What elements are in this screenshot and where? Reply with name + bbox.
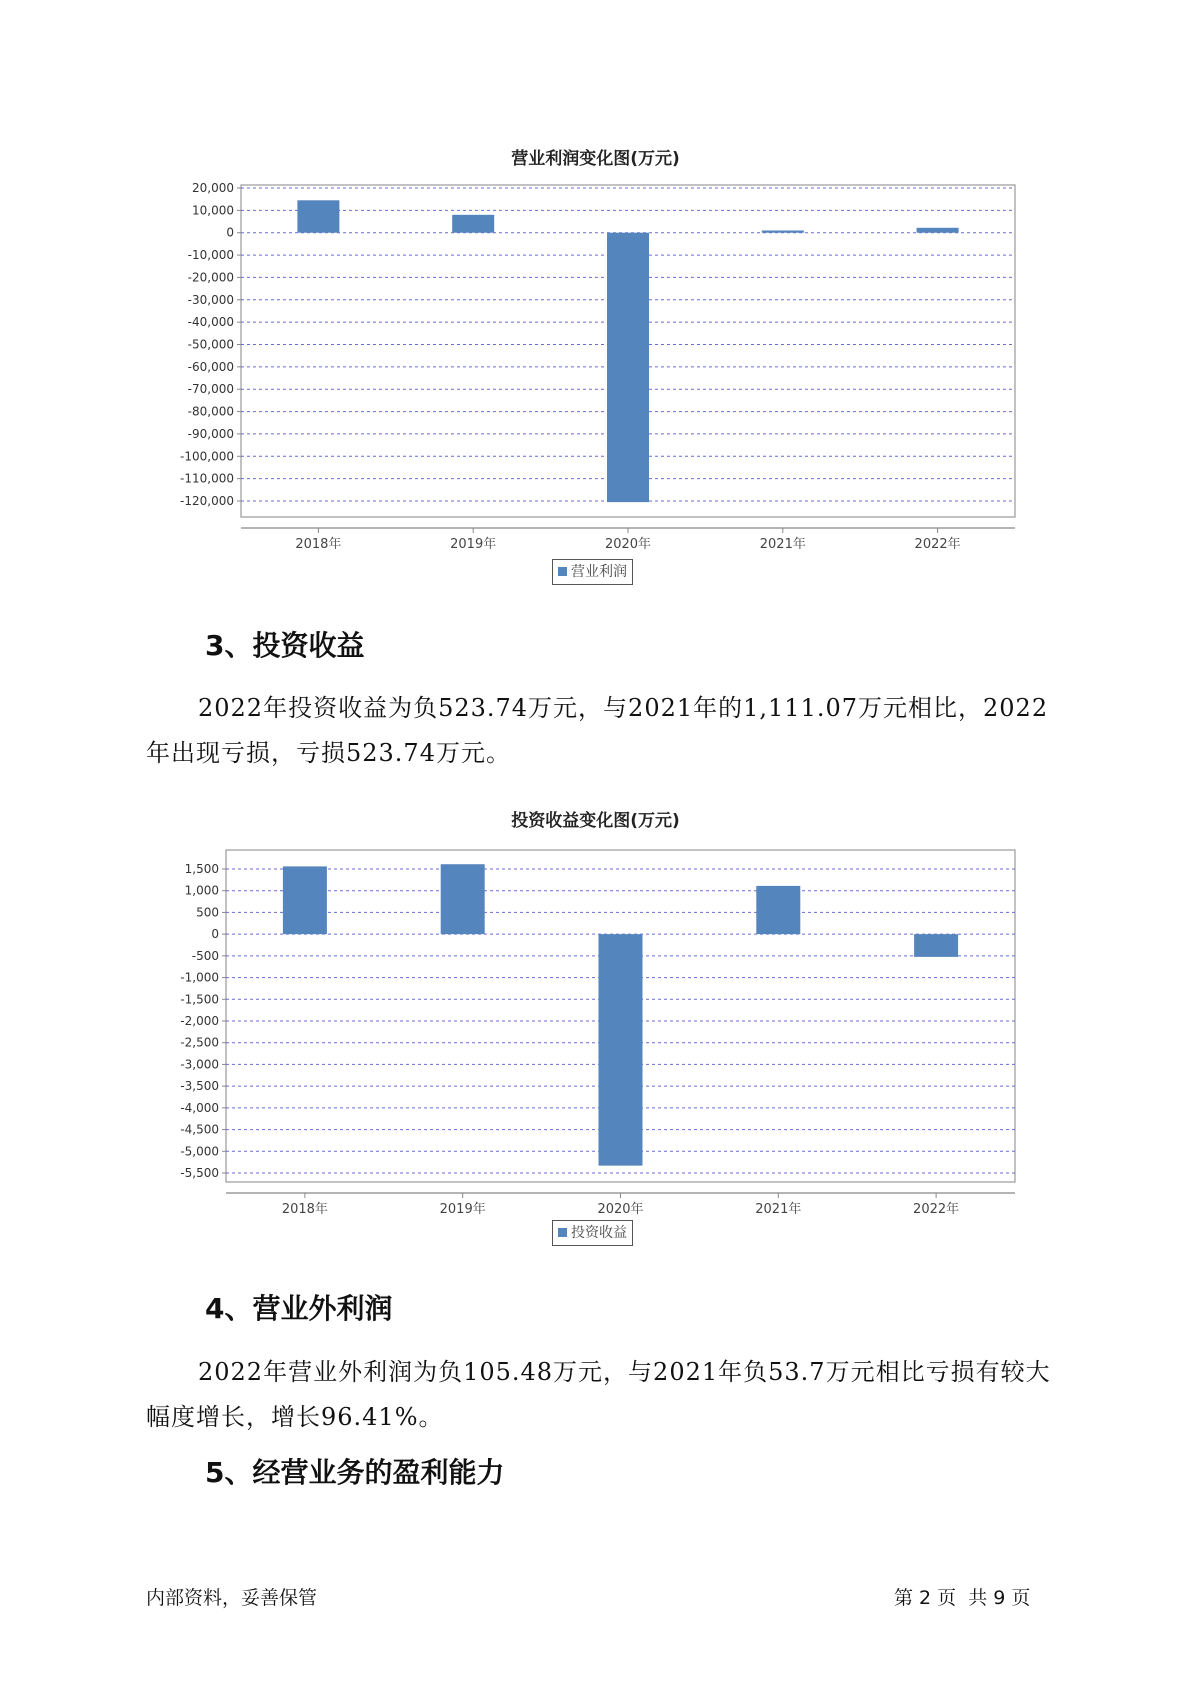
y-tick-label: -3,500 — [180, 1079, 219, 1094]
y-tick-label: -60,000 — [187, 359, 234, 374]
y-tick-label: -4,500 — [180, 1122, 219, 1137]
x-tick-label: 2021年 — [755, 1202, 802, 1217]
y-tick-label: 500 — [196, 905, 219, 920]
y-tick-label: -110,000 — [180, 471, 234, 486]
chart1-legend-label: 营业利润 — [571, 564, 627, 580]
section-4-paragraph — [146, 1350, 1071, 1440]
x-tick-label: 2021年 — [759, 537, 806, 552]
y-tick-label: -5,500 — [180, 1166, 219, 1180]
y-tick-label: -2,500 — [180, 1035, 219, 1050]
x-tick-label: 2020年 — [597, 1202, 644, 1217]
section-4-heading: 4、营业外利润 — [205, 1292, 393, 1325]
chart1-title: 营业利润变化图(万元) — [511, 149, 680, 169]
section-5-heading: 5、经营业务的盈利能力 — [205, 1456, 505, 1489]
y-tick-label: 1,000 — [184, 883, 219, 898]
x-tick-label: 2018年 — [295, 537, 342, 552]
y-tick-label: 0 — [226, 225, 234, 240]
y-tick-label: -4,000 — [180, 1100, 219, 1115]
y-tick-label: 10,000 — [192, 203, 234, 218]
section-4-text: 2022年营业外利润为负105.48万元，与2021年负53.7万元相比亏损有较大幅度增长，增长96.41%。 — [146, 1358, 1051, 1431]
chart2-legend-label: 投资收益 — [571, 1225, 627, 1241]
bar-2022年 — [914, 934, 958, 957]
x-tick-label: 2018年 — [281, 1202, 328, 1217]
y-tick-label: -50,000 — [187, 337, 234, 352]
y-tick-label: 0 — [211, 927, 219, 942]
y-tick-label: -90,000 — [187, 426, 234, 441]
y-tick-label: -100,000 — [180, 449, 234, 464]
y-tick-label: -40,000 — [187, 315, 234, 330]
y-tick-label: -120,000 — [180, 494, 234, 508]
bar-2021年 — [756, 886, 800, 934]
x-tick-label: 2019年 — [450, 537, 497, 552]
y-tick-label: 1,500 — [184, 862, 219, 876]
bar-2019年 — [441, 864, 485, 934]
y-tick-label: -10,000 — [187, 248, 234, 263]
legend-swatch — [558, 1228, 567, 1237]
y-tick-label: -20,000 — [187, 270, 234, 285]
y-tick-label: -1,500 — [180, 992, 219, 1007]
chart2-legend — [552, 1220, 633, 1246]
y-tick-label: -3,000 — [180, 1057, 219, 1072]
y-tick-label: -70,000 — [187, 382, 234, 397]
section-3-heading: 3、投资收益 — [205, 629, 365, 662]
y-tick-label: -2,000 — [180, 1014, 219, 1028]
x-tick-label: 2022年 — [913, 1202, 960, 1217]
y-tick-label: -1,000 — [180, 970, 219, 985]
y-tick-label: -5,000 — [180, 1144, 219, 1159]
footer-page-number: 第 2 页 共 9 页 — [894, 1587, 1031, 1609]
y-tick-label: -80,000 — [187, 404, 234, 419]
x-tick-label: 2020年 — [604, 537, 652, 552]
x-tick-label: 2022年 — [914, 537, 961, 552]
bar-2018年 — [283, 866, 327, 934]
chart2-title: 投资收益变化图(万元) — [511, 811, 680, 831]
y-tick-label: -30,000 — [187, 292, 234, 307]
section-3-text: 2022年投资收益为负523.74万元，与2021年的1,111.07万元相比，2022年出现亏损，亏损523.74万元。 — [146, 694, 1049, 767]
x-tick-label: 2019年 — [439, 1202, 486, 1217]
y-tick-label: -500 — [191, 948, 219, 963]
y-tick-label: 20,000 — [192, 181, 234, 195]
bar-2020年 — [599, 934, 643, 1165]
footer-confidential-note: 内部资料，妥善保管 — [146, 1587, 318, 1609]
